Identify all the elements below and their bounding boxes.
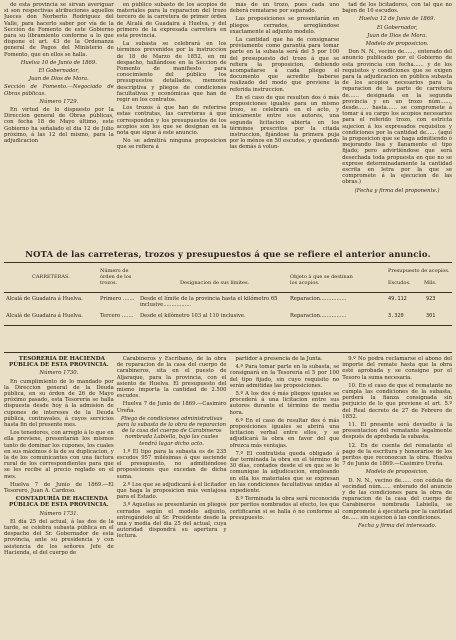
header-designacion: Designacion de sus límites. [180, 280, 250, 286]
paragraph: 9.º No podrá reclamarse el abono del importe del remate hasta que la obra esté aprobada y se consigne por el Tesoro la suma necesaria. [342, 356, 452, 381]
paragraph: En cumplimiento de lo mandado por la Direccion general de la Deuda pública, en su órden de 26 de Mayo próximo pasado, esta Tesorería se halla dispuesta desde hoy á la admision de cupones de intereses de la Deuda pública, contravales, á cuyos servicios hasta fin del presente mes. [4, 378, 114, 429]
paragraph: partidor á presencia de la Junta. [235, 356, 323, 362]
table-row [4, 313, 452, 322]
date-line: Huelva 12 de Junio de 1869. [359, 16, 436, 23]
paragraph: 4.º Para tomar parte en la subasta, se consignará en la Tesorería el 5 por 100 del tipo fijado, sin cuyo requisito no serán admitidas las proposiciones. [229, 364, 340, 389]
upper-column-1 [4, 2, 114, 248]
table-header [4, 265, 452, 291]
signature-title: El Gobernador, [376, 24, 418, 31]
paragraph: Don N. N., vecino de......, enterado del anuncio publicado por el Gobierno de esta provincia con fecha...... y de los requisitos y condiciones que se exigen para la adjudicacion en pública subasta de los acopios necesarios para la reparacion de la parte de carretera de...... designada en la segunda provincia y en un trozo núm......, desde...... hasta...... se compromete á tomar á su cargo los acopios necesarios para el referido trozo, con estricta sujecion á los expresados requisitos y condiciones por la cantidad de...... (aquí la proposicion que se haga admitiendo ó mejorando lisa y llanamente el tipo fijado; pero advirtiéndose que será desechada toda propuesta en que no se exprese determinadamente la cantidad escrita en letra por la que se compromete á la ejecucion de las obras.) [342, 49, 452, 186]
upper-columns [4, 2, 452, 248]
signature-name: Juan de Dios de Mora. [29, 76, 89, 83]
section-heading: TESORERÍA DE HACIENDA PÚBLICA DE ESTA PROVINCIA. [9, 356, 109, 369]
signature-title: El Gobernador, [38, 68, 80, 75]
section-divider-rule [4, 352, 452, 353]
paragraph: 11. El presente será devuelto á la presentacion del rematante legalmente después de aprobada la subasta. [342, 422, 452, 441]
cell-escudos: 49.112 [388, 296, 407, 302]
cell-designacion: Desde el kilómetro 103 al 110 inclusive. [140, 313, 246, 319]
paragraph: tad de los licitadores, con tal que no bajen de 10 escudos. [342, 2, 452, 15]
upper-column-2 [117, 2, 227, 248]
paragraph: Carabineros y Escribano, de la obra de reparacion de la casa del cuerpo de carabineros, sita en el puesto de Aljaraque, para la provincia, con el asiento de Huelva. El presupuesto del mismo importa la cantidad de 2.500 escudos. [116, 356, 227, 400]
table-title: NOTA de las carreteras, trozos y presupuestos á que se refiere el anterior anuncio. [25, 249, 431, 259]
cell-mils: 923 [426, 296, 436, 302]
paragraph: La cantidad que ha de consignarse préviamente como garantía para tomar parte en la subasta será del 5 por 100 del presupuesto del trozo á que se refiera la proposicion, debiendo acompañarse á cada pliego el documento que acredite haberse realizado del modo que previene la referida instruccion. [229, 37, 340, 93]
lower-column-4 [342, 356, 452, 638]
cell-designacion: Desde el límite de la provincia hasta el kilómetro 65 inclusive................. [140, 296, 278, 308]
header-escudos: Escudos. [388, 280, 411, 286]
upper-column-4 [342, 2, 452, 248]
paragraph: en público subasto de los acopios de materiales para la reparacion del trozo tercero de la carretera de primer órden de Alcalá de Guadaira á Huelva, y del primero de la expresada carretera en esta provincia. [116, 2, 227, 40]
conditions-heading: Pliego de condiciones administrativas para la subasta de la obra de reparacion de la casa del cuerpo de Carabineros nombrada Labiella, bajo las cuales tendrá lugar dicho acto. [117, 415, 227, 447]
header-numero: Número de órden de los trozos. [100, 268, 132, 286]
section-heading: CONTADURÍA DE HACIENDA PÚBLICA DE ESTA PROVINCIA. [9, 496, 109, 509]
closing-note: Fecha y firma del interesado. [357, 523, 437, 530]
paragraph: 2.º Los que se adjudicará á el licitador que haga la proposicion más ventajosa para el Estado. [116, 481, 227, 501]
lower-column-3 [230, 356, 340, 638]
header-presupuesto: Presupuesto de acopios. [388, 268, 450, 274]
paragraph: Huelva 7 de Junio de 1869.—El Tesorero, Juan A. Cardoso. [4, 481, 114, 495]
paragraph: En virtud de lo dispuesto por la Direccion general de Obras públicas, con fecha 18 de Mayo último, este Gobierno ha señalado el dia 12 de Julio próximo, á las 12 del mismo, para la adjudicacion [4, 107, 114, 145]
paragraph: 8.º Terminada la obra será reconocida por peritos nombrados al efecto, los que certificarán si se halla ó no conforme al presupuesto. [229, 496, 340, 521]
date-line: Huelva 10 de Junio de 1869. [20, 59, 97, 66]
notice-number: Número 1729. [39, 98, 79, 105]
lower-columns [4, 356, 452, 638]
cell-objeto: Reparacion................ [290, 296, 347, 302]
paragraph: 5.º A los dos ó más pliegos iguales se procederá á una licitacion entre sus autores durante el término de media hora. [229, 391, 340, 416]
notice-number: Número 1731. [39, 510, 79, 517]
table-row [4, 296, 452, 308]
paragraph: En el caso de que resulten dos ó más proposiciones iguales para un mismo trozo, se celebrará en el acto, y únicamente entre sus autores, una segunda licitacion abierta en los términos prescritos por la citada instruccion, fijándose la primera puja por lo ménos en 50 escudos, y quedando las demás á volun- [229, 94, 340, 151]
header-mils: Mils. [424, 280, 437, 286]
paragraph: de esta provincia se sirvan averiguar si son respectivas atribuciones aquellos Jueces don Norberto Rodriguez del Valle, para hacerlo saber por vía de la Sección de Fomento de este Gobierno para su libramiento conforme a lo que dispone el art. 43 de la Ordenanza general de Pagos del Ministerio de Fomento, que en ellos se halla. [4, 2, 114, 58]
paragraph: La subasta se celebrará en los términos prevenidos por la instruccion de 18 de Marzo de 1852, en mi despacho, hallándose en la Seccion de Fomento de manifiesto para conocimiento del público los presupuestos detallados, memoria descriptiva y pliegos de condiciones facultativas y económicas que han de regir en los contratos. [116, 41, 227, 104]
paragraph: 12. En de cuenta del rematante el pago de la escritura y honorarios de los peritos que reconozcan la obra. Huelva 7 de Junio de 1869.—Casimiro Ureña. [342, 442, 452, 468]
closing-note: (Fecha y firma del proponente.) [354, 187, 440, 194]
paragraph: 6.º En el caso de resultar dos ó más proposiciones iguales se abrirá una licitacion verbal entre ellos, y se adjudicará la obra en favor del que ofrezca más ventajas. [229, 417, 340, 449]
paragraph: más de un trozo, pues cada uno deberá rematarse por separado. [229, 2, 340, 15]
cell-numero: Tercero ....... [100, 313, 134, 319]
paragraph: Los tenedores, con arreglo á lo que en ella previene, presentarán los mismos tanto de dominar los cupones, los cuales en sus máximos ó la de su duplicacion, y la de los comunicantes con una factura rural de los correspondientes para que se les recibe al precio reglado en el mes. [4, 430, 114, 480]
header-carreteras: CARRETERAS. [32, 274, 70, 280]
cell-numero: Primero ....... [100, 296, 135, 302]
upper-column-3 [230, 2, 340, 248]
signature-name: Juan de Dios de Mora. [367, 32, 427, 39]
paragraph: No se admitirá ninguna proposicion que se refiera á [116, 138, 227, 151]
cell-carretera: Alcalá de Guadaira á Huelva. [6, 313, 83, 319]
cell-carretera: Alcalá de Guadaira á Huelva. [6, 296, 83, 302]
paragraph: 7.º El contratista queda obligado á dar terminada la obra en el término de 30 días, contados desde el en que se le comunique la adjudicacion, empleando en ella los materiales que se expresan en las condiciones facultativas unidas al expediente. [229, 450, 340, 495]
lower-column-2 [117, 356, 227, 638]
cell-escudos: 3.320 [388, 313, 404, 319]
section-heading: Sección de Fomento.—Negociado de Obras públicas. [4, 84, 114, 97]
paragraph: Huelva 7 de Junio de 1869.—Casimiro Ureña. [116, 401, 227, 414]
cell-mils: 301 [426, 313, 436, 319]
paragraph: D. N. N., vecino de...... con cédula de vecindad núm...... enterado del anuncio y de las condiciones para la obra de reparacion de la casa del cuerpo de Carabineros nombrada Labiella, se compromete á ejecutarla por la cantidad de...... sin sujecion á las condiciones. [342, 477, 452, 521]
paragraph: 1.º El tipo para la subasta es de 235 escudos 957 milésimas á que asciende el presupuesto, no admitiéndose proposiciones que excedan de dicha suma. [116, 448, 227, 480]
model-heading: Modelo de proposicion. [365, 41, 429, 48]
paragraph: 10. En el caso de que el rematante no cumpla las condiciones de la subasta, perderá la fianza consignada sin perjuicio de lo que previene el art. 5.º del Real decreto de 27 de Febrero de 1852. [342, 382, 452, 420]
lower-column-1 [4, 356, 114, 638]
cell-objeto: Reparacion................ [290, 313, 347, 319]
paragraph: 3.º Aquellas se presentarán en pliegos cerrados según el modelo adjunto, entregándolo al Sr. Presidente desde la una y media del dia 25 del actual, cuya autoridad dispondrá su apertura y lectura. [116, 502, 227, 540]
paragraph: El día 25 del actual, á las dos de la tarde, se celebra subasta pública en el despacho del Sr. Gobernador de esta provincia, ante su presidencia y con asistencia de los señores Jefe de Hacienda, el del cuerpo de [4, 518, 114, 556]
paragraph: Los trozos á que han de referirse estas contratas, las carreteras á que corresponden y los presupuestos de los acopios son los que se designan en la nota que sigue á este anuncio. [116, 105, 227, 137]
paragraph: Las proposiciones se presentarán en pliegos cerrados, arreglándose exactamente al adjunto modelo. [229, 16, 340, 35]
header-objeto: Objeto á que se destinan los acopios. [290, 274, 353, 286]
notice-number: Número 1730. [39, 370, 79, 377]
model-heading: Modelo de proposicion. [365, 469, 429, 476]
table-bottom-rule [4, 325, 452, 326]
table-top-rule [4, 262, 452, 263]
table-header-rule [4, 292, 452, 293]
